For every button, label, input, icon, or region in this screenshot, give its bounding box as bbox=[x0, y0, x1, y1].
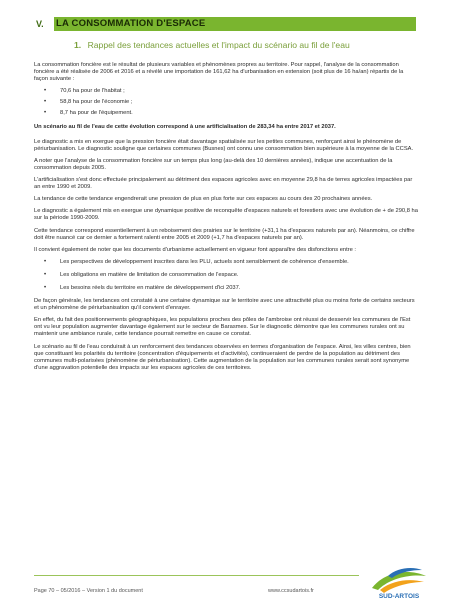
paragraph: En effet, du fait des positionnements géographiques, les populations proches des pôles de l'ambroise ont réussi de desservir les communes de l'Est ont vu leur population augmenter davantage également sur le secteur de Barasmes. Sur le diagnostic démontre que les communes rurales ont su maintenir une ambiance rurale, cette tendance pourrait remettre en cause ce constat. bbox=[34, 317, 411, 338]
list-item: • 8,7 ha pour de l'équipement. bbox=[44, 110, 133, 117]
subsection-heading bbox=[74, 40, 414, 50]
list-item: • 70,6 ha pour de l'habitat ; bbox=[44, 88, 125, 95]
paragraph: Cette tendance correspond essentiellement à un reboisement des prairies sur le territoire (+31,1 ha d'espaces naturels par an). Néanmoins, ce chiffre doit être nuancé car ce dernier a fortement ralenti entre 2005 et 2009 (+1,7 ha d'espaces naturels par an). bbox=[34, 227, 415, 241]
bullet-icon: • bbox=[44, 284, 47, 291]
subsection-title: Rappel des tendances actuelles et l'impact du scénario au fil de l'eau bbox=[87, 40, 350, 50]
logo-text: SUD-ARTOIS bbox=[378, 593, 420, 600]
paragraph: Le diagnostic a également mis en exergue une dynamique positive de reconquête d'espaces naturels et forestiers avec une évolution de + de 290,8 ha sur la période 1990-2009. bbox=[34, 208, 418, 222]
section-header-bar bbox=[34, 17, 416, 31]
body-content bbox=[34, 62, 418, 377]
paragraph: L'artificialisation s'est donc effectuée principalement au détriment des espaces agricoles avec en moyenne 29,8 ha de terres agricoles impactées par an entre 1990 et 2009. bbox=[34, 177, 413, 191]
list-item: • Les perspectives de développement inscrites dans les PLU, actuels sont sensiblement de cohérence d'ensemble. bbox=[44, 258, 349, 265]
footer-website: www.ccsudartois.fr bbox=[268, 588, 314, 594]
sud-artois-logo bbox=[368, 566, 430, 600]
paragraph: La tendance de cette tendance engendrerait une pression de plus en plus forte sur ces espaces au cours des 20 prochaines années. bbox=[34, 196, 373, 203]
bullet-icon: • bbox=[44, 258, 47, 265]
dysfunction-list bbox=[34, 259, 418, 292]
bullet-icon: • bbox=[44, 271, 47, 278]
paragraph: Le diagnostic a mis en exergue que la pression foncière était davantage spatialisée sur les petites communes, renforçant ainsi le phénomène de périurbanisation. Le diagnostic souligne que certaines communes (Busnes) ont connu une consommation bien supérieure à la moyenne de la CCSA. bbox=[34, 138, 414, 152]
bullet-icon: • bbox=[44, 88, 47, 95]
bullet-icon: • bbox=[44, 99, 47, 106]
section-number: V. bbox=[34, 17, 54, 31]
bullet-icon: • bbox=[44, 110, 47, 117]
paragraph: A noter que l'analyse de la consommation foncière sur un temps plus long (au-delà des 10 dernières années), indique une accentuation de la consommation depuis 2005. bbox=[34, 157, 393, 171]
paragraph: Il convient également de noter que les documents d'urbanisme actuellement en vigueur font apparaître des disfonctions entre : bbox=[34, 246, 357, 253]
list-item: • Les besoins réels du territoire en matière de développement d'ici 2037. bbox=[44, 284, 241, 291]
paragraph-intro: La consommation foncière est le résultat de plusieurs variables et phénomènes propres au territoire. Pour rappel, l'analyse de la consommation foncière a été réalisée de 2006 et 2016 et a révélé une importation de 161,62 ha d'urbanisation en extension (soit plus de 16 ha/an) répartis de la façon suivante : bbox=[34, 62, 404, 83]
section-title: LA CONSOMMATION D'ESPACE bbox=[56, 18, 206, 29]
paragraph: Le scénario au fil de l'eau conduirait à un renforcement des tendances observées en termes d'organisation de l'espace. Ainsi, les villes centres, bien que constituant les polarités du territoire (concentration d'équipements et d'activités), continueraient de perdre de la population au détriment des communes multi-polarisées (phénomène de périurbanisation). Cette augmentation de la population sur les communes rurales serait sont synonyme d'une aggravation potentielle des impacts sur les espaces agricoles de ces territoires. bbox=[34, 343, 411, 371]
consumption-list bbox=[34, 88, 418, 117]
footer-divider bbox=[34, 575, 359, 576]
paragraph: De façon générale, les tendances ont constaté à une certaine dynamique sur le territoire avec une attractivité plus ou moins forte de certains secteurs et un phénomène de périurbanisation qu'il convient d'enrayer. bbox=[34, 298, 415, 312]
list-item: • Les obligations en matière de limitation de consommation de l'espace. bbox=[44, 271, 239, 278]
paragraph-scenario-highlight: Un scénario au fil de l'eau de cette évolution correspond à une artificialisation de 283,34 ha entre 2017 et 2037. bbox=[34, 123, 336, 130]
footer-page-info: Page 70 – 05/2016 – Version 1 du document bbox=[34, 588, 143, 594]
list-item: • 58,8 ha pour de l'économie ; bbox=[44, 99, 133, 106]
subsection-number: 1. bbox=[74, 40, 82, 50]
